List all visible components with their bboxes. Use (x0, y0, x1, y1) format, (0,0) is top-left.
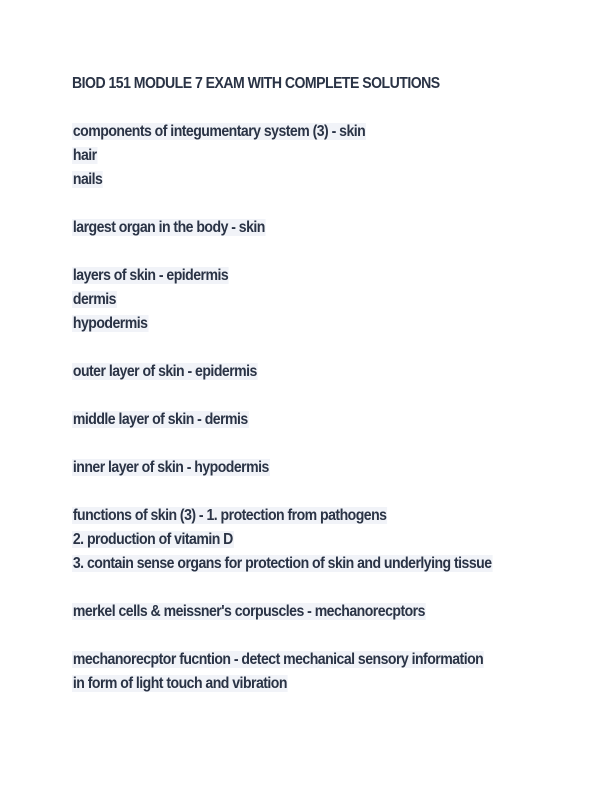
qa-line: merkel cells & meissner's corpuscles - mechanorecptors (72, 603, 425, 620)
document-page (72, 72, 494, 720)
qa-line: hypodermis (72, 315, 148, 332)
qa-item (72, 360, 494, 384)
qa-line: nails (72, 171, 103, 188)
qa-item (72, 456, 494, 480)
qa-line: functions of skin (3) - 1. protection from pathogens (72, 507, 387, 524)
qa-line: largest organ in the body - skin (72, 219, 265, 236)
qa-line: dermis (72, 291, 116, 308)
qa-line: hair (72, 147, 97, 164)
qa-line: outer layer of skin - epidermis (72, 363, 257, 380)
qa-line: mechanorecptor fucntion - detect mechanical sensory information (72, 651, 484, 668)
qa-item (72, 648, 494, 696)
qa-item (72, 120, 494, 192)
qa-line: 2. production of vitamin D (72, 531, 233, 548)
qa-line: 3. contain sense organs for protection of skin and underlying tissue (72, 555, 492, 572)
qa-item (72, 216, 494, 240)
qa-line: inner layer of skin - hypodermis (72, 459, 269, 476)
qa-item (72, 504, 494, 576)
qa-line: components of integumentary system (3) - skin (72, 123, 366, 140)
qa-line: layers of skin - epidermis (72, 267, 229, 284)
qa-line: middle layer of skin - dermis (72, 411, 248, 428)
qa-item (72, 600, 494, 624)
document-title: BIOD 151 MODULE 7 EXAM WITH COMPLETE SOLUTIONS (72, 75, 440, 92)
qa-line: in form of light touch and vibration (72, 675, 287, 692)
qa-item (72, 264, 494, 336)
qa-item (72, 408, 494, 432)
